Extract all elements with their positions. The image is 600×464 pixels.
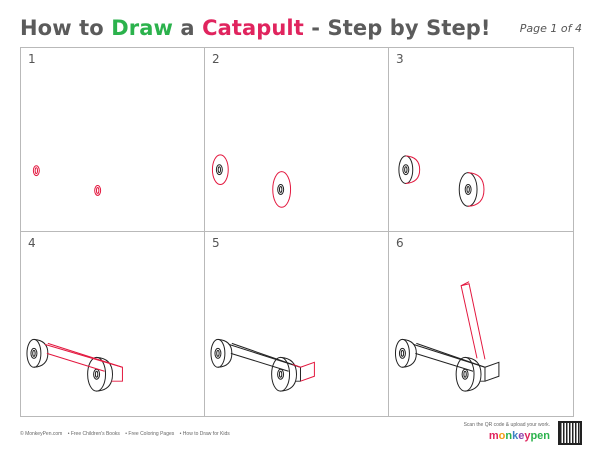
- page-title: [20, 16, 491, 40]
- step-4-drawing: [21, 232, 204, 416]
- page-number: Page 1 of 4: [519, 22, 582, 35]
- step-cell-2: [205, 48, 389, 232]
- title-draw: Draw: [111, 16, 173, 40]
- step-1-drawing: [21, 48, 204, 231]
- step-cell-3: [389, 48, 573, 232]
- qr-code-icon[interactable]: [558, 421, 582, 445]
- step-number: 2: [212, 52, 220, 66]
- steps-grid: [20, 47, 574, 417]
- copyright-text: © MonkeyPen.com: [20, 431, 63, 437]
- step-3-drawing: [389, 48, 573, 231]
- title-catapult: Catapult: [202, 16, 304, 40]
- footer-link-books[interactable]: • Free Children's Books: [67, 431, 120, 437]
- monkeypen-logo: monkeypen: [488, 430, 550, 442]
- step-number: 4: [28, 236, 36, 250]
- title-part: - Step by Step!: [303, 16, 491, 40]
- footer-links: [20, 431, 234, 437]
- step-cell-1: [21, 48, 205, 232]
- scan-text: Scan the QR code & upload your work.: [463, 422, 550, 428]
- step-cell-5: [205, 232, 389, 416]
- footer-link-coloring[interactable]: • Free Coloring Pages: [125, 431, 175, 437]
- step-cell-4: [21, 232, 205, 416]
- step-number: 5: [212, 236, 220, 250]
- step-2-drawing: [205, 48, 388, 231]
- title-part: a: [172, 16, 203, 40]
- footer-link-draw[interactable]: • How to Draw for Kids: [179, 431, 230, 437]
- title-part: How to: [20, 16, 112, 40]
- step-number: 1: [28, 52, 36, 66]
- step-cell-6: [389, 232, 573, 416]
- step-number: 6: [396, 236, 404, 250]
- header: [20, 16, 582, 46]
- step-5-drawing: [205, 232, 388, 416]
- step-6-drawing: [389, 232, 573, 416]
- step-number: 3: [396, 52, 404, 66]
